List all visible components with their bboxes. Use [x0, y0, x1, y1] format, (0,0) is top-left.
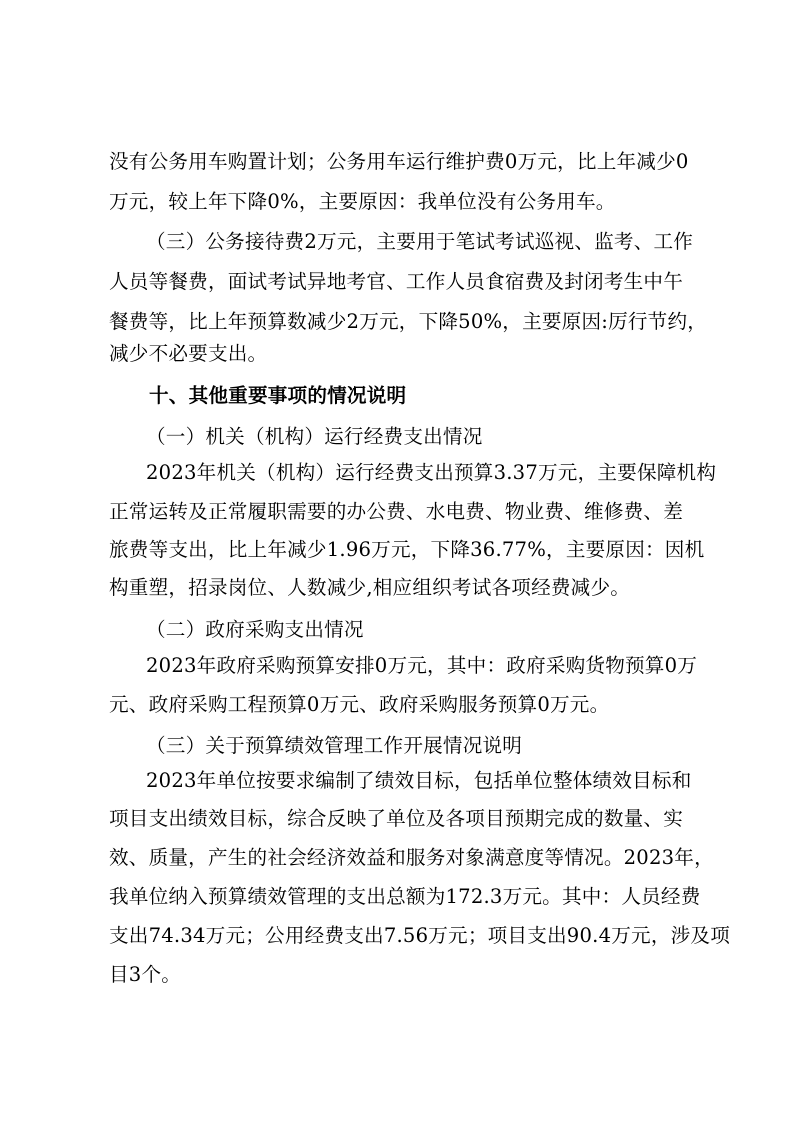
- paragraph-line: 项目支出绩效目标，综合反映了单位及各项目预期完成的数量、实: [109, 807, 684, 830]
- paragraph-line: 减少不必要支出。: [109, 342, 268, 365]
- paragraph-line: 2023年政府采购预算安排0万元，其中：政府采购货物预算0万: [146, 654, 698, 677]
- subsection-heading: （一）机关（机构）运行经费支出情况: [146, 425, 483, 448]
- paragraph-line: 效、质量，产生的社会经济效益和服务对象满意度等情况。2023年，: [109, 846, 714, 869]
- paragraph-line: 没有公务用车购置计划；公务用车运行维护费0万元，比上年减少0: [109, 150, 689, 173]
- section-heading: 十、其他重要事项的情况说明: [149, 384, 407, 407]
- paragraph-line: 人员等餐费，面试考试异地考官、工作人员食宿费及封闭考生中午: [109, 270, 684, 293]
- paragraph-line: 2023年单位按要求编制了绩效目标，包括单位整体绩效目标和: [146, 769, 692, 792]
- paragraph-line: 2023年机关（机构）运行经费支出预算3.37万元，主要保障机构: [146, 461, 717, 484]
- paragraph-line: 万元，较上年下降0%，主要原因：我单位没有公务用车。: [109, 190, 616, 213]
- paragraph-line: 旅费等支出，比上年减少1.96万元，下降36.77%，主要原因：因机: [109, 538, 705, 561]
- paragraph-line: 构重塑，招录岗位、人数减少,相应组织考试各项经费减少。: [109, 576, 631, 599]
- paragraph-line: 目3个。: [109, 963, 182, 986]
- subsection-heading: （三）关于预算绩效管理工作开展情况说明: [146, 734, 523, 757]
- subsection-heading: （二）政府采购支出情况: [146, 618, 364, 641]
- paragraph-line: 正常运转及正常履职需要的办公费、水电费、物业费、维修费、差: [109, 500, 684, 523]
- paragraph-line: 支出74.34万元；公用经费支出7.56万元；项目支出90.4万元，涉及项: [109, 924, 730, 947]
- paragraph-line: 元、政府采购工程预算0万元、政府采购服务预算0万元。: [109, 693, 610, 716]
- paragraph-line: 餐费等，比上年预算数减少2万元，下降50%，主要原因:厉行节约，: [109, 310, 708, 333]
- paragraph-line: （三）公务接待费2万元，主要用于笔试考试巡视、监考、工作: [146, 230, 694, 253]
- paragraph-line: 我单位纳入预算绩效管理的支出总额为172.3万元。其中：人员经费: [109, 885, 701, 908]
